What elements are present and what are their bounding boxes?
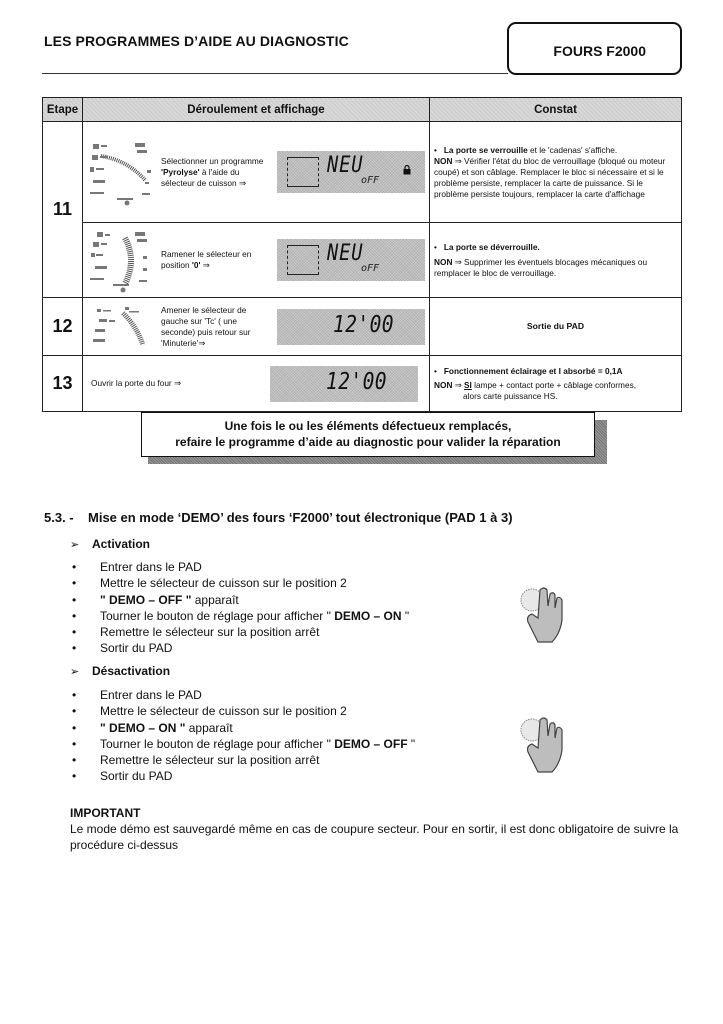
list-item: • Entrer dans le PAD (70, 559, 409, 575)
step-instruction: Ouvrir la porte du four ⇒ (91, 378, 181, 388)
list-item: • Remettre le sélecteur sur la position arrêt (70, 752, 415, 768)
important-text: Le mode démo est sauvegardé même en cas de coupure secteur. Pour en sortir, il est donc obligatoire de suivre la procédure ci-dessus (70, 822, 679, 852)
lcd-display (277, 309, 425, 345)
page-title: LES PROGRAMMES D’AIDE AU DIAGNOSTIC (44, 33, 349, 49)
validation-notice (141, 412, 595, 457)
cooking-selector-dial-icon (87, 138, 157, 206)
lcd-display (277, 239, 425, 281)
arrow-bullet-icon: ➢ (70, 539, 80, 551)
constat-check: • Fonctionnement éclairage et I absorbé = 0,1A (434, 365, 623, 376)
table-header-row (43, 98, 682, 122)
flow-cell (83, 223, 430, 298)
lcd-sub-text: oFF (361, 175, 380, 186)
notice-line: refaire le programme d’aide au diagnostic pour valider la réparation (175, 435, 561, 449)
section-heading (44, 510, 513, 525)
list-item: • Tourner le bouton de réglage pour afficher " DEMO – OFF " (70, 736, 415, 752)
step-instruction: Amener le sélecteur de gauche sur 'Tc' ( une seconde) puis retour sur 'Minuterie'⇒ (161, 304, 251, 348)
constat-cell (430, 298, 682, 356)
table-row (43, 356, 682, 412)
important-heading: IMPORTANT (70, 806, 141, 820)
left-selector-dial-icon (87, 303, 157, 351)
constat-check: • La porte se verrouille et le 'cadenas' s'affiche. (434, 144, 618, 155)
lcd-main-text: NEU (327, 153, 364, 178)
lcd-sub-text: oFF (361, 263, 380, 274)
constat-cell (430, 356, 682, 412)
hand-turning-knob-icon (514, 706, 570, 778)
list-item: • Entrer dans le PAD (70, 687, 415, 703)
step-instruction: Ramener le sélecteur en position '0' ⇒ (161, 249, 252, 270)
constat-result: Sortie du PAD (526, 321, 585, 331)
table-row (43, 298, 682, 356)
activation-steps (70, 559, 409, 657)
constat-check: • La porte se déverrouille. (434, 241, 540, 252)
deactivation-steps (70, 687, 415, 785)
header-flow: Déroulement et affichage (83, 98, 430, 122)
header-constat: Constat (430, 98, 682, 122)
list-item: • Remettre le sélecteur sur la position arrêt (70, 624, 409, 640)
diagnostic-table (42, 97, 682, 412)
flow-cell (83, 122, 430, 223)
model-label: FOURS F2000 (553, 42, 646, 59)
list-item: • Tourner le bouton de réglage pour afficher " DEMO – ON " (70, 608, 409, 624)
list-item: • Sortir du PAD (70, 768, 415, 784)
constat-cell (430, 122, 682, 223)
hand-turning-knob-icon (514, 576, 570, 648)
title-underline (42, 73, 508, 74)
step-number: 12 (43, 298, 83, 356)
section-title: Mise en mode ‘DEMO’ des fours ‘F2000’ tout électronique (PAD 1 à 3) (88, 510, 513, 525)
lcd-clock-text: 12'00 (333, 311, 394, 338)
flow-cell (83, 298, 430, 356)
activation-heading: ➢ Activation (70, 537, 151, 551)
lcd-display (270, 366, 418, 402)
constat-fallback: NON ⇒ Vérifier l'état du bloc de verrouillage (bloqué ou moteur coupé) et son câblage. Remplacer le bloc si nécessaire et si le problème persiste, remplacer la carte de puissance. Si le problème persiste toujours, remplacer la carte d'affichage (434, 155, 666, 199)
list-item: • Mettre le sélecteur de cuisson sur le position 2 (70, 575, 409, 591)
list-item: • Mettre le sélecteur de cuisson sur le position 2 (70, 703, 415, 719)
step-number: 13 (43, 356, 83, 412)
table-row (43, 122, 682, 223)
lcd-clock-text: 12'00 (326, 368, 387, 395)
constat-cell (430, 223, 682, 298)
header-step: Etape (43, 98, 83, 122)
constat-fallback: NON ⇒ Supprimer les éventuels blocages mécaniques ou remplacer le bloc de verrouillage. (434, 256, 648, 278)
notice-line: Une fois le ou les éléments défectueux remplacés, (224, 419, 512, 433)
cooking-selector-dial-icon (87, 226, 157, 294)
arrow-bullet-icon: ➢ (70, 666, 80, 678)
deactivation-heading: ➢ Désactivation (70, 664, 171, 678)
step-instruction: Sélectionner un programme 'Pyrolyse' à l'aide du sélecteur de cuisson ⇒ (161, 155, 264, 188)
list-item: • Sortir du PAD (70, 640, 409, 656)
lcd-symbol-frame (287, 157, 319, 187)
lcd-main-text: NEU (327, 241, 364, 266)
step-number: 11 (43, 122, 83, 298)
constat-fallback-cont: alors carte puissance HS. (463, 390, 558, 401)
model-label-box (507, 22, 682, 75)
flow-cell (83, 356, 430, 412)
constat-fallback: NON ⇒ SI lampe + contact porte + câblage conformes, (434, 379, 637, 390)
list-item: • " DEMO – OFF " apparaît (70, 592, 409, 608)
table-row (43, 223, 682, 298)
lcd-display (277, 151, 425, 193)
padlock-icon (403, 165, 411, 178)
section-number: 5.3. - (44, 510, 74, 525)
list-item: • " DEMO – ON " apparaît (70, 720, 415, 736)
lcd-symbol-frame (287, 245, 319, 275)
